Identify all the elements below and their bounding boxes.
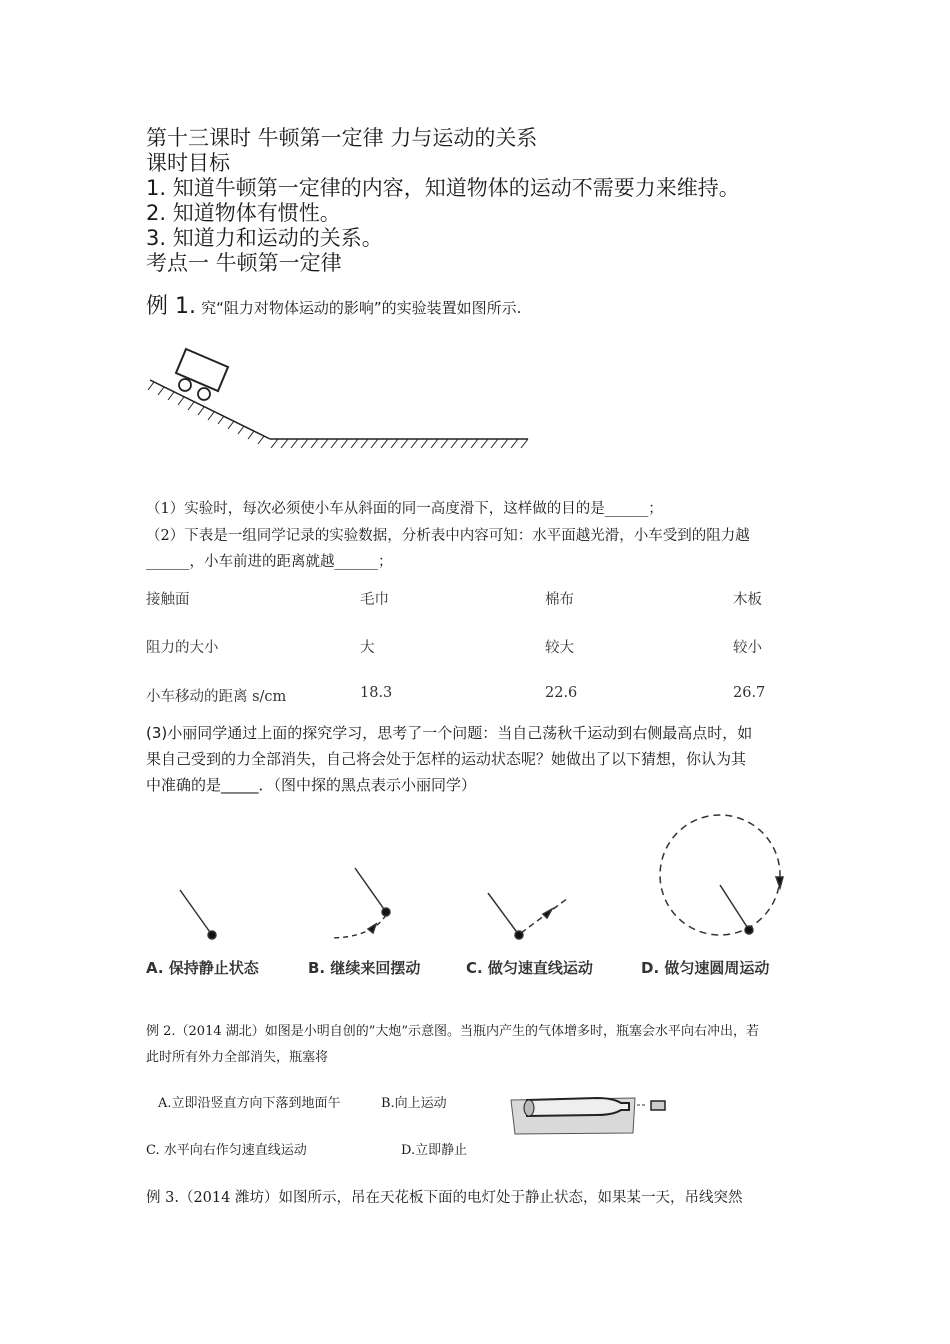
option-c: C. 做匀速直线运动 bbox=[466, 959, 593, 977]
example2-line2: 此时所有外力全部消失，瓶塞将 bbox=[146, 1050, 329, 1065]
section-heading: 考点一 牛顿第一定律 bbox=[146, 251, 342, 275]
page-title: 第十三课时 牛顿第一定律 力与运动的关系 bbox=[146, 126, 538, 150]
table-cell: 阻力的大小 bbox=[146, 640, 219, 656]
table-cell: 大 bbox=[360, 640, 375, 656]
example2-line1: 例 2.（2014 湖北）如图是小明自创的”大炮”示意图。当瓶内产生的气体增多时，瓶塞会水平向右冲出，若 bbox=[146, 1024, 760, 1039]
example1-heading bbox=[146, 289, 521, 320]
table-cell: 棉布 bbox=[545, 592, 574, 608]
table-cell: 较小 bbox=[733, 640, 762, 656]
option-a: A. 保持静止状态 bbox=[146, 959, 259, 977]
question-3-line1: (3)小丽同学通过上面的探究学习，思考了一个问题：当自己荡秋千运动到右侧最高点时，如 bbox=[146, 724, 753, 742]
example2-option-b: B.向上运动 bbox=[381, 1096, 447, 1111]
question-3-line2: 果自己受到的力全部消失，自己将会处于怎样的运动状态呢？她做出了以下猜想，你认为其 bbox=[146, 750, 747, 768]
swing-d-icon bbox=[660, 815, 783, 935]
question-1: （1）实验时，每次必须使小车从斜面的同一高度滑下，这样做的目的是______； bbox=[146, 501, 663, 517]
cart-icon bbox=[176, 349, 228, 400]
goal-item: 1. 知道牛顿第一定律的内容，知道物体的运动不需要力来维持。 bbox=[146, 176, 740, 200]
example2-option-d: D.立即静止 bbox=[401, 1143, 468, 1158]
example2-option-a: A.立即沿竖直方向下落到地面午 bbox=[158, 1096, 341, 1111]
table-cell: 毛巾 bbox=[360, 592, 389, 608]
table-cell: 较大 bbox=[545, 640, 574, 656]
table-cell: 26.7 bbox=[733, 685, 766, 701]
table-cell: 小车移动的距离 s/cm bbox=[146, 689, 287, 705]
example1-label: 例 1. bbox=[146, 294, 196, 319]
example3-line1: 例 3.（2014 潍坊）如图所示，吊在天花板下面的电灯处于静止状态，如果某一天，吊线突然 bbox=[146, 1190, 743, 1206]
bottle-cannon-diagram bbox=[505, 1088, 675, 1138]
option-d: D. 做匀速圆周运动 bbox=[641, 959, 770, 977]
example2-option-c: C. 水平向右作匀速直线运动 bbox=[146, 1143, 307, 1158]
incline-diagram bbox=[140, 345, 540, 460]
goal-item: 3. 知道力和运动的关系。 bbox=[146, 226, 383, 250]
example1-stem: 究“阻力对物体运动的影响”的实验装置如图所示. bbox=[201, 299, 522, 317]
table-cell: 18.3 bbox=[360, 685, 393, 701]
question-2-line1: （2）下表是一组同学记录的实验数据，分析表中内容可知：水平面越光滑，小车受到的阻力越 bbox=[146, 528, 750, 544]
question-2-line2: ______，小车前进的距离就越______； bbox=[146, 554, 393, 570]
swing-option-diagrams bbox=[140, 825, 820, 945]
question-3-line3: 中准确的是_____．（图中探的黑点表示小丽同学） bbox=[146, 776, 477, 794]
swing-a-icon bbox=[180, 890, 216, 939]
option-b: B. 继续来回摆动 bbox=[308, 959, 421, 977]
table-cell: 木板 bbox=[733, 592, 762, 608]
table-cell: 22.6 bbox=[545, 685, 578, 701]
goal-item: 2. 知道物体有惯性。 bbox=[146, 201, 341, 225]
swing-b-icon bbox=[332, 868, 390, 938]
swing-c-icon bbox=[488, 893, 568, 939]
goals-heading: 课时目标 bbox=[146, 151, 230, 175]
table-cell: 接触面 bbox=[146, 592, 190, 608]
